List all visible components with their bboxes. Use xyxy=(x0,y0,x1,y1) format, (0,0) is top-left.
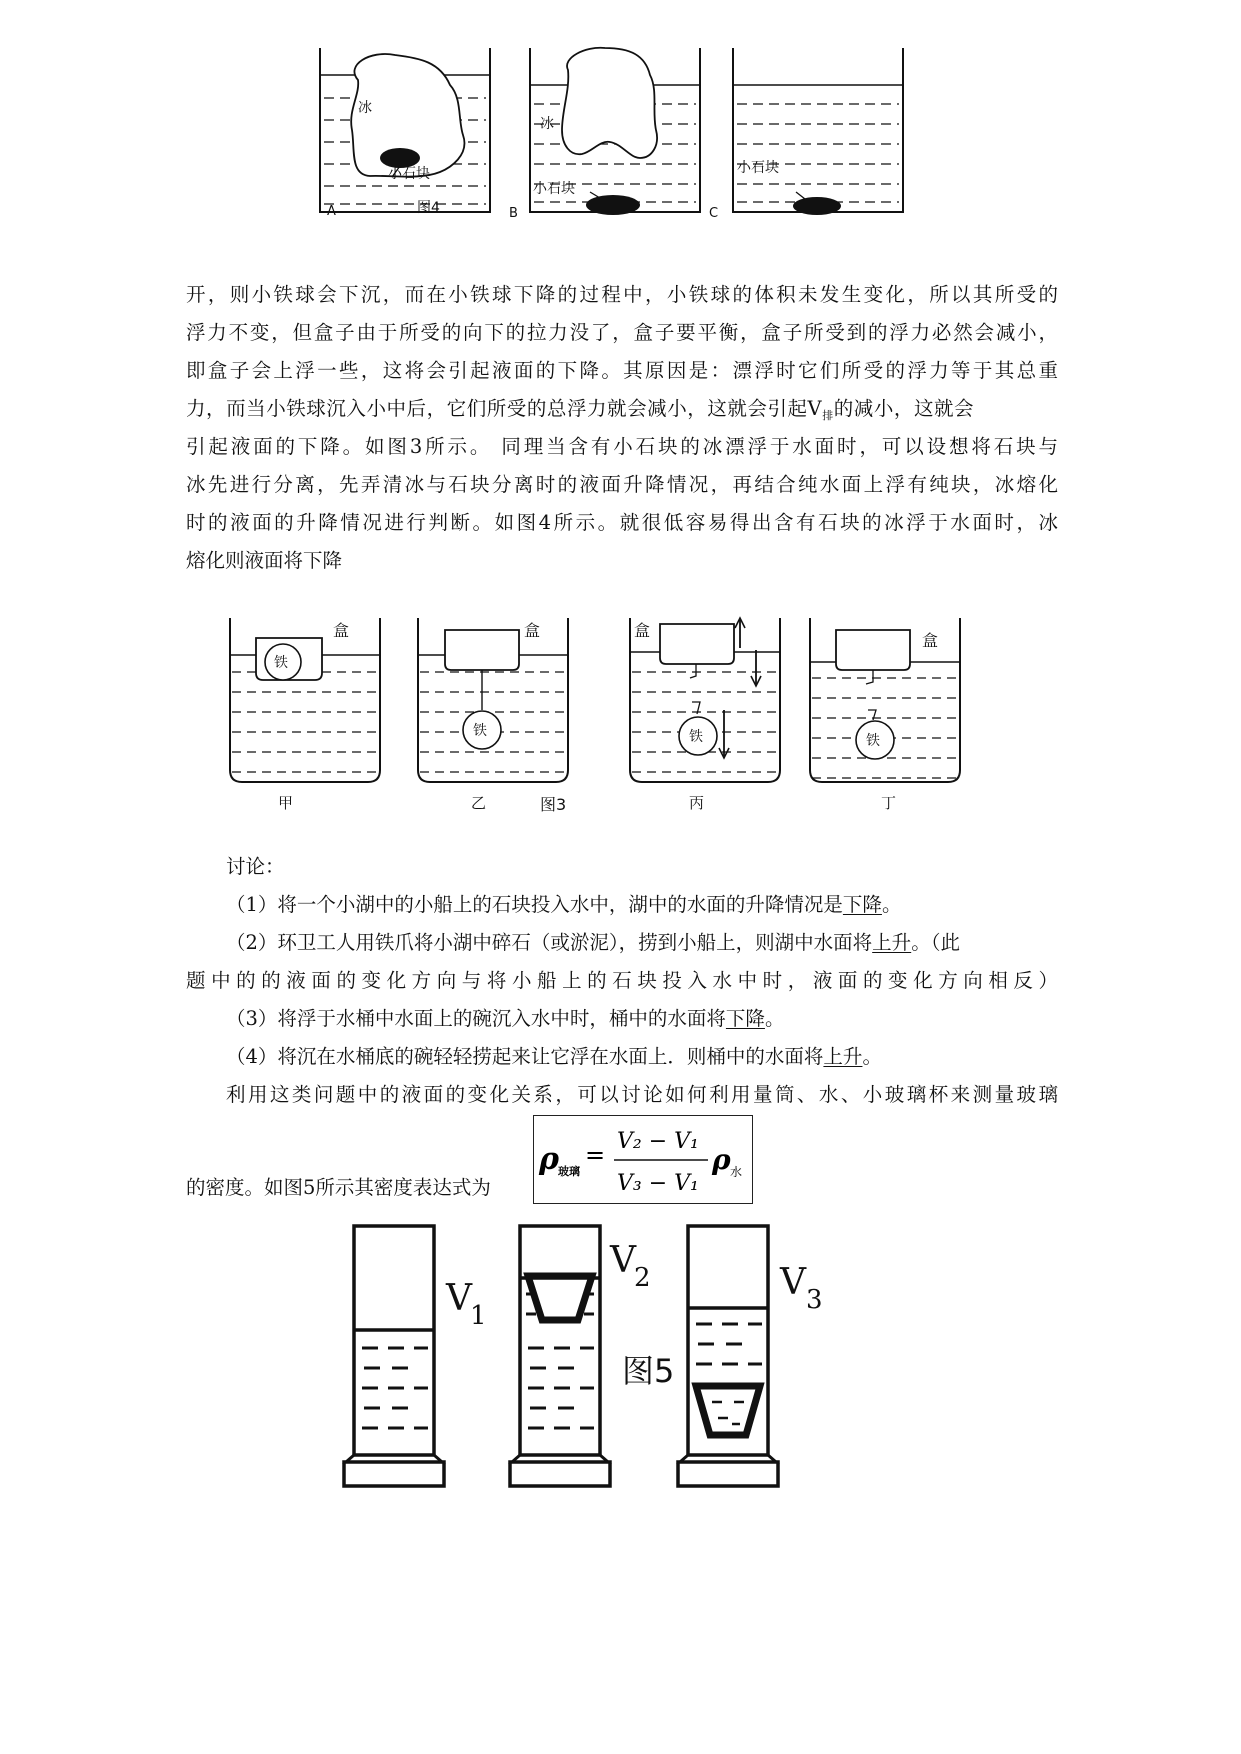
box xyxy=(836,630,910,670)
fig3-panel-yi xyxy=(418,618,570,782)
q3-answer: 下降 xyxy=(725,1007,765,1030)
q2-answer: 上升 xyxy=(872,931,912,954)
fig4-panel-a xyxy=(320,48,490,212)
stone-blob xyxy=(793,197,841,215)
density-formula xyxy=(533,1115,753,1204)
cylinder-v1 xyxy=(344,1226,444,1486)
cylinder-base xyxy=(510,1462,610,1486)
explanation-line xyxy=(186,390,1058,428)
broken-string-top xyxy=(690,664,696,678)
discussion-q3 xyxy=(186,1000,1058,1038)
fig3-box-label: 盒 xyxy=(922,631,939,650)
formula-denominator: V₃ − V₁ xyxy=(617,1171,699,1196)
explanation-line: 时的液面的升降情况进行判断。如图4所示。就很低容易得出含有石块的冰浮于水面时，冰 xyxy=(186,511,1058,534)
explanation-line: 引起液面的下降。如图3所示。 同理当含有小石块的冰漂浮于水面时，可以设想将石块与 xyxy=(186,435,1058,458)
v3-label: V xyxy=(780,1262,806,1303)
q1-suffix: 。 xyxy=(881,893,902,916)
fig3-label-bing: 丙 xyxy=(689,794,705,812)
equals-sign: = xyxy=(585,1141,606,1169)
beaker-outline xyxy=(733,48,903,212)
floating-glass xyxy=(528,1276,592,1320)
fig4a-letter: A xyxy=(327,204,336,219)
fig3-panel-jia xyxy=(230,618,382,782)
fig3-label-ding: 丁 xyxy=(881,794,897,812)
q1-text: （1）将一个小湖中的小船上的石块投入水中，湖中的水面的升降情况是 xyxy=(226,893,843,916)
explanation-paragraph xyxy=(186,276,1058,580)
fig3-label-yi: 乙 xyxy=(471,794,487,812)
broken-string-top xyxy=(866,670,873,684)
explanation-line: 开，则小铁球会下沉，而在小铁球下降的过程中，小铁球的体积未发生变化，所以其所受的 xyxy=(186,283,1058,306)
q3-suffix: 。 xyxy=(764,1007,785,1030)
rho-glass-symbol: ρ xyxy=(539,1142,559,1177)
discussion-q1 xyxy=(186,886,1058,924)
explanation-text: 的减小，这就会 xyxy=(833,397,975,420)
fig3-iron-label: 铁 xyxy=(274,655,288,671)
sunk-glass xyxy=(696,1386,760,1435)
fig4-caption: 图4 xyxy=(417,200,440,216)
explanation-line: 即盒子会上浮一些，这将会引起液面的下降。其原因是：漂浮时它们所受的浮力等于其总重 xyxy=(186,359,1058,382)
water-dashes xyxy=(737,104,899,202)
rho-glass-subscript: 玻璃 xyxy=(558,1165,580,1178)
fig3-panel-ding xyxy=(810,618,962,782)
fig3-label-jia: 甲 xyxy=(278,794,294,812)
stone-blob xyxy=(380,148,420,168)
figure-4-drawing xyxy=(300,40,920,250)
formula-numerator: V₂ − V₁ xyxy=(617,1129,699,1154)
v1-label: V xyxy=(446,1278,472,1319)
fig3-box-label: 盒 xyxy=(634,621,651,640)
rho-water-subscript: 水 xyxy=(730,1165,743,1179)
fig4b-letter: B xyxy=(509,206,518,221)
v2-label: V xyxy=(610,1240,636,1281)
formula-drawing xyxy=(534,1116,752,1203)
fig5-caption: 图5 xyxy=(622,1352,675,1390)
q3-text: （3）将浮于水桶中水面上的碗沉入水中时，桶中的水面将 xyxy=(226,1007,726,1030)
figure-5 xyxy=(330,1220,830,1500)
cylinder-base xyxy=(678,1462,778,1486)
q4-text: （4）将沉在水桶底的碗轻轻捞起来让它浮在水面上．则桶中的水面将 xyxy=(226,1045,824,1068)
explanation-line: 熔化则液面将下降 xyxy=(186,549,343,572)
discussion-q2 xyxy=(186,924,1058,962)
ice-block xyxy=(562,48,657,158)
water-dashes xyxy=(232,672,382,772)
figure-4 xyxy=(300,40,920,250)
density-expression-intro: 的密度。如图5所示其密度表达式为 xyxy=(186,1176,491,1199)
v2-subscript: 2 xyxy=(634,1263,651,1293)
fig4-panel-c xyxy=(733,48,903,215)
fig4a-ice-label: 冰 xyxy=(358,100,372,116)
v1-subscript: 1 xyxy=(470,1301,487,1331)
fig4c-stone-label: 小石块 xyxy=(737,160,779,176)
discussion-heading: 讨论： xyxy=(226,855,285,878)
q4-answer: 上升 xyxy=(823,1045,863,1068)
figure-3-drawing xyxy=(220,610,1000,820)
fig3-caption: 图3 xyxy=(540,795,567,814)
fig4b-stone-label: 小石块 xyxy=(533,181,575,197)
fig3-panel-bing xyxy=(630,618,782,782)
fig3-box-label: 盒 xyxy=(524,621,541,640)
fig3-box-label: 盒 xyxy=(333,621,350,640)
q1-answer: 下降 xyxy=(842,893,882,916)
figure-5-drawing xyxy=(330,1220,830,1500)
box xyxy=(660,624,734,664)
fig4c-letter: C xyxy=(709,206,719,221)
figure-3 xyxy=(220,610,1000,820)
cylinder-v3 xyxy=(678,1226,778,1486)
cylinder-body xyxy=(520,1226,600,1455)
discussion-conclusion: 利用这类问题中的液面的变化关系，可以讨论如何利用量筒、水、小玻璃杯来测量玻璃 xyxy=(226,1083,1058,1106)
fig4b-ice-label: 冰 xyxy=(540,116,554,132)
q2-text: （2）环卫工人用铁爪将小湖中碎石（或淤泥），捞到小船上，则湖中水面将 xyxy=(226,931,873,954)
rho-water-symbol: ρ xyxy=(712,1143,731,1176)
cylinder-body xyxy=(354,1226,434,1455)
displaced-subscript: 排 xyxy=(822,409,834,422)
discussion-q2-continued: 题中的的液面的变化方向与将小船上的石块投入水中时，液面的变化方向相反） xyxy=(186,969,1058,992)
q4-suffix: 。 xyxy=(862,1045,882,1068)
fig4a-stone-label: 小石块 xyxy=(388,166,430,182)
water-dashes xyxy=(526,1294,594,1428)
explanation-line: 浮力不变，但盒子由于所受的向下的拉力没了，盒子要平衡，盒子所受到的浮力必然会减小， xyxy=(186,321,1058,344)
water-dashes xyxy=(696,1324,762,1364)
fig3-iron-label: 铁 xyxy=(473,723,487,739)
discussion-section xyxy=(186,848,1058,1114)
q2-suffix: 。（此 xyxy=(911,931,960,954)
cylinder-v2 xyxy=(510,1226,610,1486)
fig3-iron-label: 铁 xyxy=(866,733,880,749)
fig3-iron-label: 铁 xyxy=(689,729,703,745)
discussion-q4 xyxy=(186,1038,1058,1076)
v3-subscript: 3 xyxy=(806,1285,823,1315)
explanation-text: 力，而当小铁球沉入小中后，它们所受的总浮力就会减小，这就会引起V xyxy=(186,397,823,420)
stone-blob xyxy=(586,195,640,215)
box xyxy=(445,630,519,670)
cylinder-body xyxy=(688,1226,768,1455)
cylinder-base xyxy=(344,1462,444,1486)
water-dashes xyxy=(362,1348,428,1428)
explanation-line: 冰先进行分离，先弄清冰与石块分离时的液面升降情况，再结合纯水面上浮有纯块，冰熔化 xyxy=(186,473,1058,496)
